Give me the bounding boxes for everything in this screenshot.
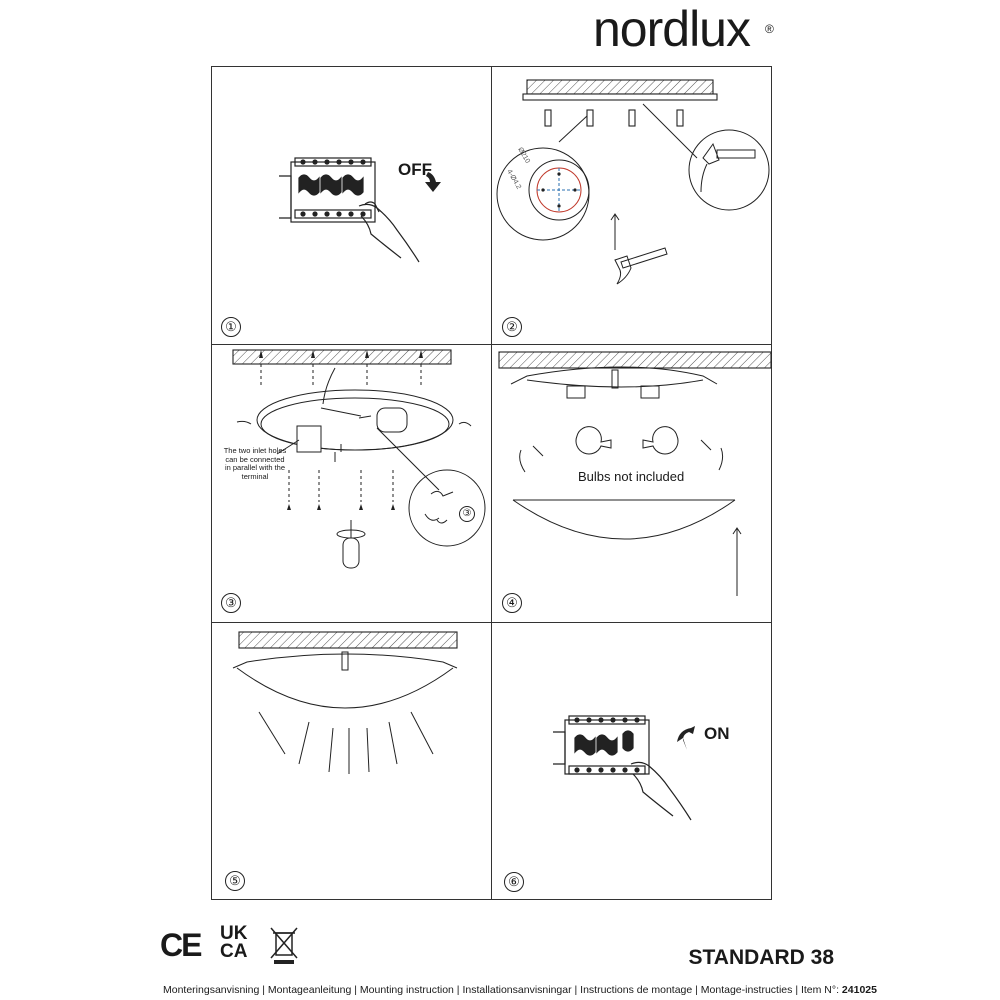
inlet-holes-note: The two inlet holes can be connected in parallel with the terminal xyxy=(223,446,287,481)
weee-bin-icon xyxy=(268,925,300,965)
step-number-1: ① xyxy=(221,317,241,337)
step-number-6: ⑥ xyxy=(504,872,524,892)
ukca-bottom: CA xyxy=(220,941,248,962)
wiring-diagram xyxy=(211,344,491,622)
registered-mark: ® xyxy=(765,22,774,36)
ce-mark: CE xyxy=(160,927,201,963)
step-5-panel xyxy=(211,622,491,900)
on-label: ON xyxy=(704,724,730,743)
instruction-languages xyxy=(163,984,877,996)
step-3-panel xyxy=(211,344,491,622)
item-number: 241025 xyxy=(841,984,877,996)
step-1-panel xyxy=(211,66,491,344)
ukca-top: UK xyxy=(220,923,248,944)
brand-logo xyxy=(593,1,750,57)
step-number-3: ③ xyxy=(221,593,241,613)
ukca-mark xyxy=(220,925,247,961)
step-number-5: ⑤ xyxy=(225,871,245,891)
dimension-label-outer: Ø210 xyxy=(516,146,531,165)
step-4-panel xyxy=(491,344,772,622)
installed-lamp-diagram xyxy=(211,622,491,900)
breaker-box-icon xyxy=(491,622,772,900)
dimension-label-holes: 4-Ø4.2 xyxy=(505,168,523,191)
step-number-4: ④ xyxy=(502,593,522,613)
step-2-panel xyxy=(491,66,772,344)
breaker-box-icon xyxy=(211,66,491,344)
brand-name: nordlux xyxy=(593,1,750,57)
bulbs-not-included-note: Bulbs not included xyxy=(578,469,685,484)
drilling-diagram xyxy=(491,66,772,344)
detail-ref-3: ③ xyxy=(459,506,475,522)
instruction-languages-text: Monteringsanvisning | Montageanleitung | Mounting instruction | Installationsanvisningar | Instructions de montage | Montage-instructies | Item N°: xyxy=(163,984,842,996)
step-number-2: ② xyxy=(502,317,522,337)
step-6-panel xyxy=(491,622,772,900)
product-name: STANDARD 38 xyxy=(688,946,834,969)
off-label: OFF xyxy=(398,160,432,179)
